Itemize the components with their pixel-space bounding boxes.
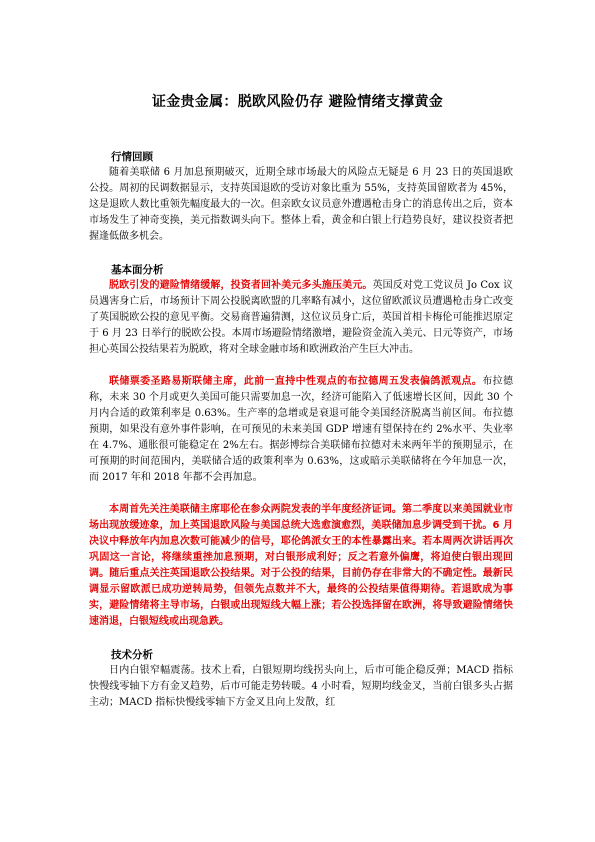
fundamentals-lead-1: 脱欧引发的避险情绪缓解，投资者回补美元多头施压美元。	[109, 280, 373, 291]
fundamentals-body-1: 英国反对党工党议员 Jo Cox 议员遇害身亡后，市场预计下周公投脱离欧盟的几率略有减小，这位留欧派议员遭遇枪击身亡改变了英国脱欧公投的意见平衡。交易商普遍猜测，这位议员身亡后，英国首相卡梅伦可能推迟原定于 6 月 23 日举行的脱欧公投。本周市场避险情绪激增，避险资金流入美元、日元等资产，市场担心英国公投结果若为脱欧，将对全球金融市场和欧洲政治产生巨大冲击。	[89, 280, 513, 355]
spacer	[89, 245, 513, 262]
section-heading-fundamentals: 基本面分析	[111, 264, 164, 276]
section-heading-market-review: 行情回顾	[111, 151, 153, 163]
fundamentals-paragraph-1	[89, 278, 513, 358]
market-review-paragraph: 随着美联储 6 月加息预期破灭，近期全球市场最大的风险点无疑是 6 月 23 日的英国退欧公投。周初的民调数据显示，支持英国退欧的受访对象比重为 55%，支持英国留欧者为 45%，这是退欧人数比重领先幅度最大的一次。但亲欧女议员意外遭遇枪击身亡的消息传出之后，资本市场发生了神奇变换，美元指数调头向下。整体上看，黄金和白银上行趋势良好，建议投资者把握逢低做多机会。	[89, 167, 513, 242]
section-heading-technical: 技术分析	[111, 649, 153, 661]
spacer	[89, 486, 513, 502]
document-title: 证金贵金属：脱欧风险仍存 避险情绪支撑黄金	[151, 94, 444, 110]
document-body	[89, 149, 513, 711]
fundamentals-lead-2: 联储票委圣路易斯联储主席，此前一直持中性观点的布拉德周五发表偏鸽派观点。	[109, 376, 483, 387]
spacer	[89, 630, 513, 647]
technical-paragraph: 日内白银窄幅震荡。技术上看，白银短期均线拐头向上，后市可能企稳反弹；MACD 指标快慢线零轴下方有金叉趋势，后市可能走势转暖。4 小时看，短期均线金叉，当前白银多头占据主动；MACD 指标快慢线零轴下方金叉且向上发散，红	[89, 665, 513, 708]
fundamentals-paragraph-2	[89, 374, 513, 486]
spacer	[89, 358, 513, 374]
fundamentals-paragraph-3: 本周首先关注美联储主席耶伦在参众两院发表的半年度经济证词。第二季度以来美国就业市场出现放缓迹象，加上英国退欧风险与美国总统大选愈演愈烈，美联储加息步调受到干扰。6 月决议中释放年内加息次数可能减少的信号，耶伦鸽派女王的本性暴露出来。若本周两次讲话再次巩固这一言论，将继续重挫加息预期，对白银形成利好；反之若意外偏鹰，将迫使白银出现回调。随后重点关注英国退欧公投结果。对于公投的结果，目前仍存在非常大的不确定性。最新民调显示留欧派已成功逆转局势，但领先点数并不大，最终的公投结果值得期待。若退欧成为事实，避险情绪将主导市场，白银或出现短线大幅上涨；若公投选择留在欧洲，将导致避险情绪快速消退，白银短线或出现急跌。	[89, 504, 513, 627]
fundamentals-body-2: 布拉德称，未来 30 个月或更久美国可能只需要加息一次，经济可能陷入了低速增长区间，因此 30 个月内合适的政策利率是 0.63%。生产率的急增或是衰退可能令美国经济脱离当前区间。布拉德预期，如果没有意外事件影响，在可预见的未来美国 GDP 增速有望保持在约 2%水平、失业率在 4.7%、通胀很可能稳定在 2%左右。据彭博综合美联储布拉德对未来两年半的预期显示，在可预期的时间范围内，美联储合适的政策利率为 0.63%，这或暗示美联储将在今年加息一次，而 2017 年和 2018 年都不会再加息。	[89, 376, 514, 483]
